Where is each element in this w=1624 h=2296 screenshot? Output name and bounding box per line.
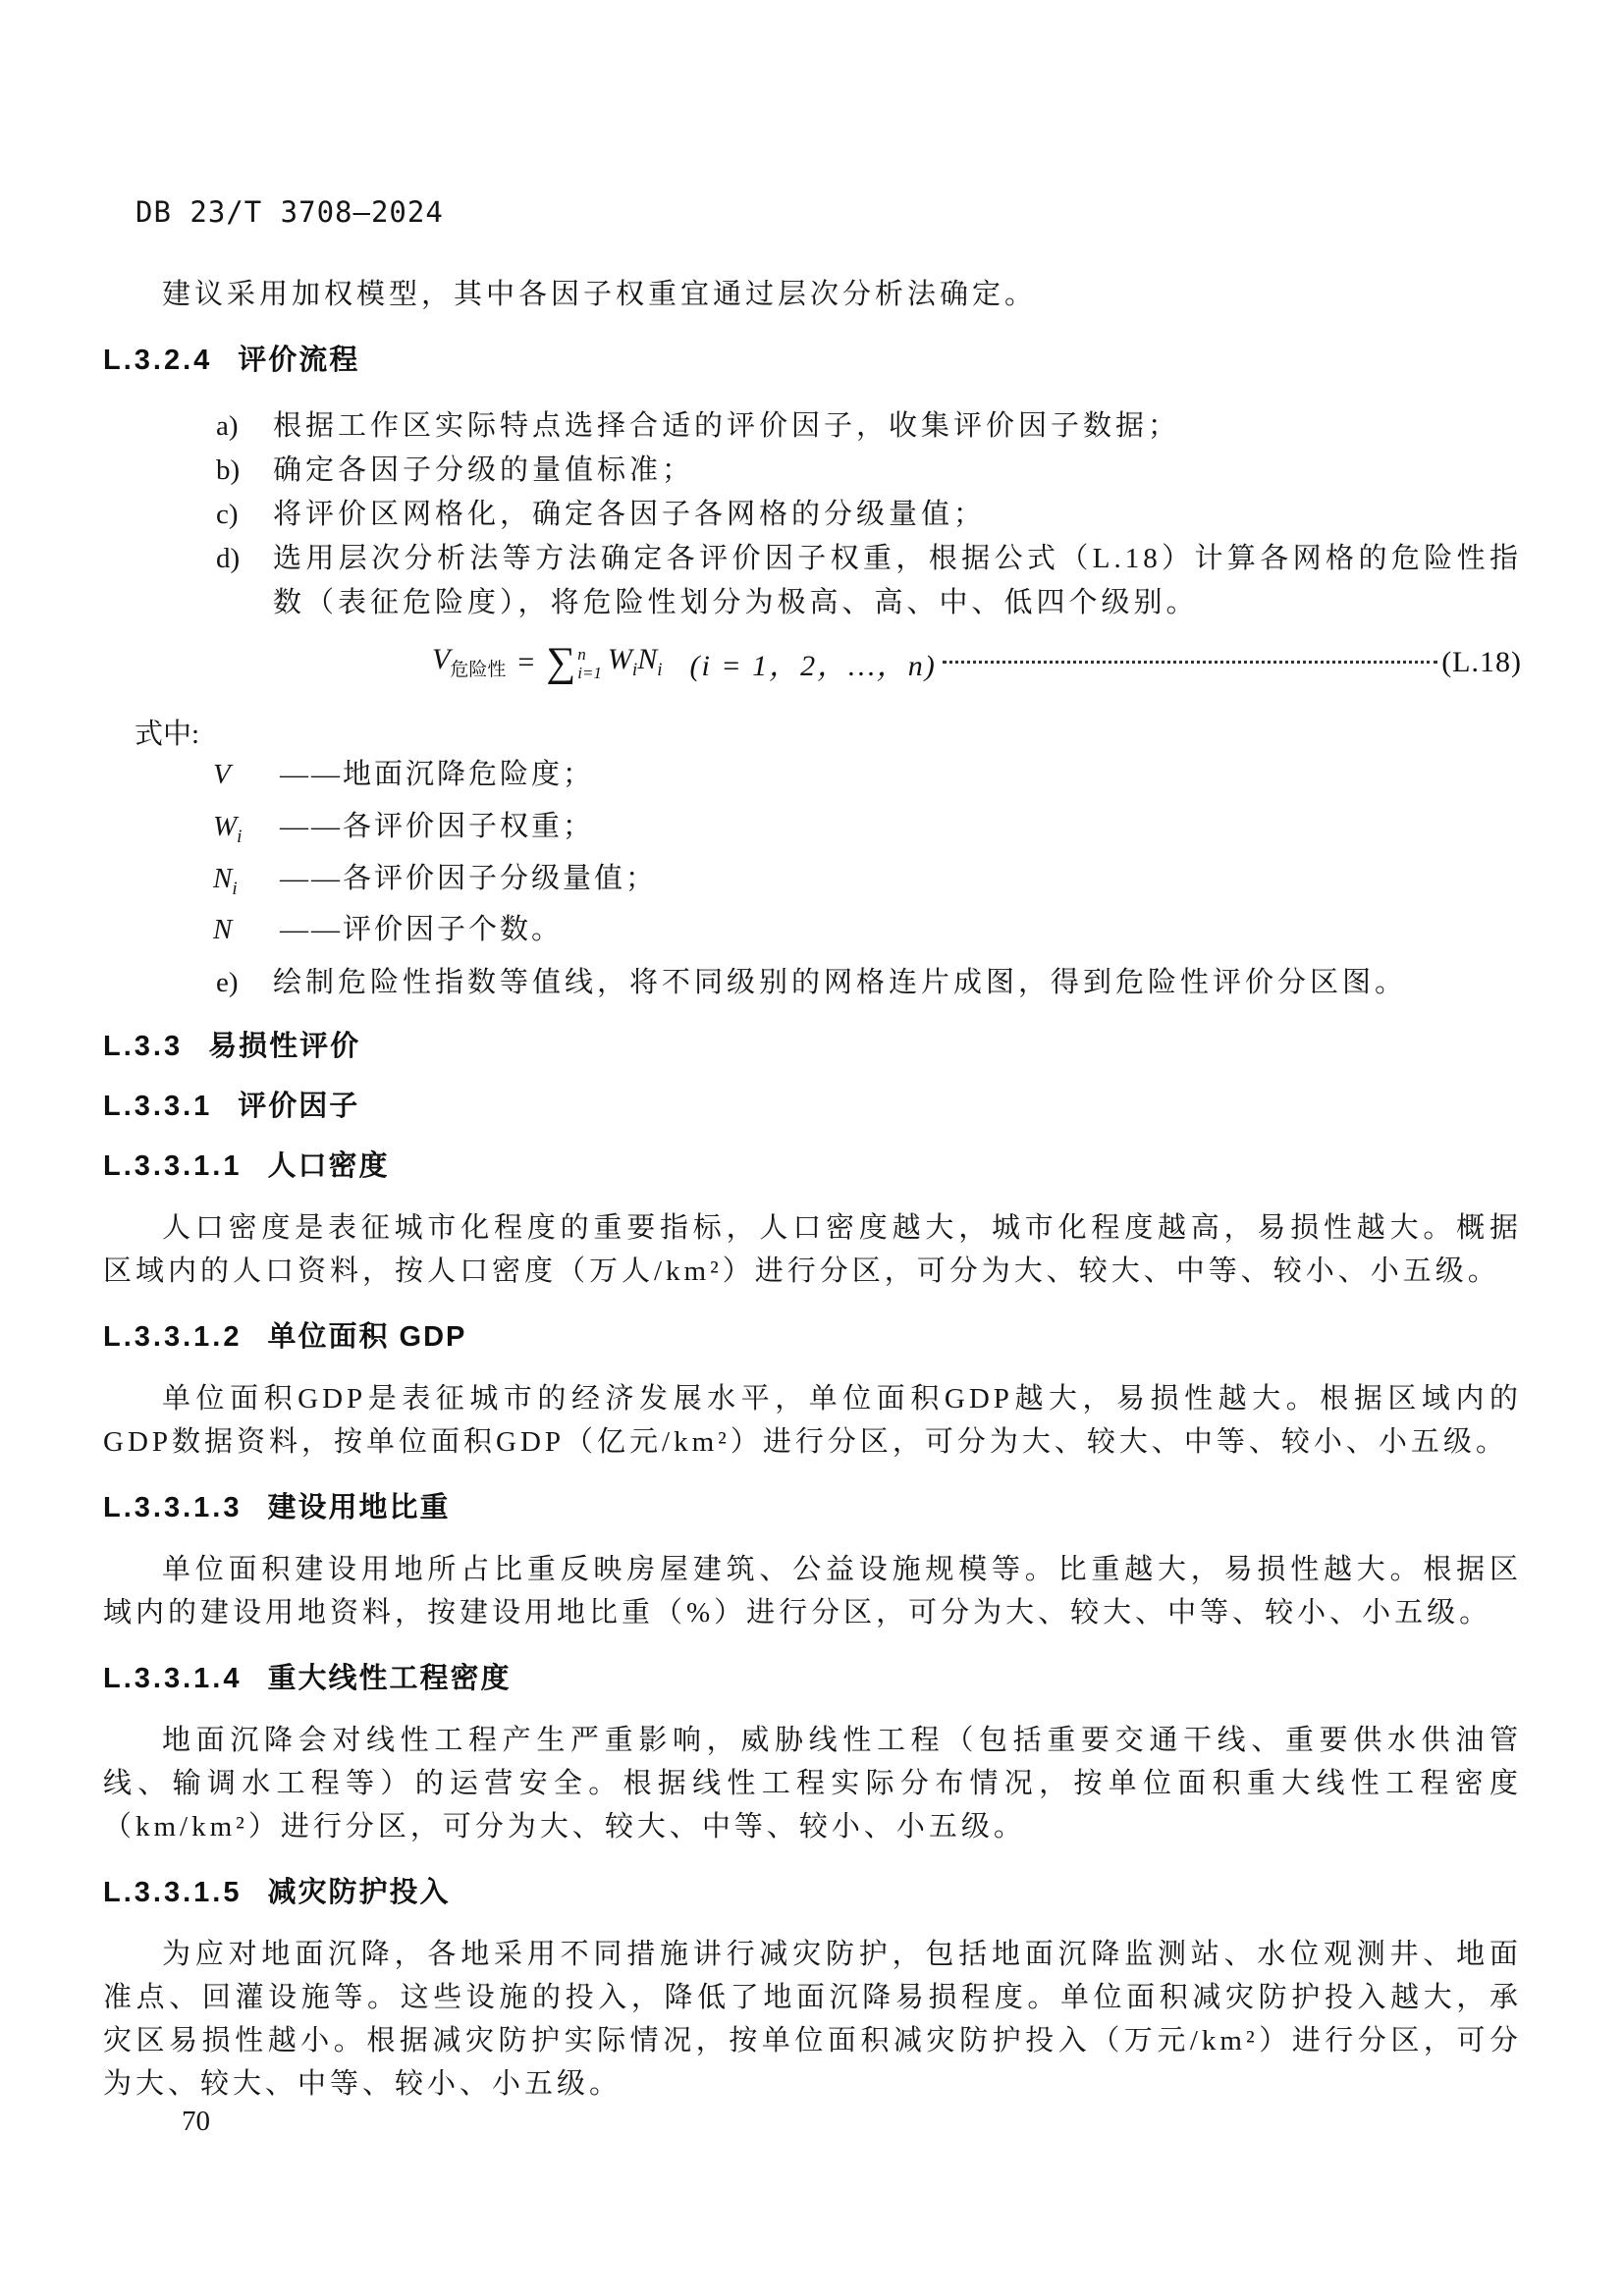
- list-item-text: 绘制危险性指数等值线，将不同级别的网格连片成图，得到危险性评价分区图。: [273, 967, 1408, 999]
- heading-l33112: [103, 1321, 1522, 1354]
- definition-desc: ——各评价因子分级量值；: [280, 862, 658, 894]
- section-paragraph: 单位面积GDP是表征城市的经济发展水平，单位面积GDP越大，易损性越大。根据区域内的GDP数据资料，按单位面积GDP（亿元/km²）进行分区，可分为大、较大、中等、较小、小五级。: [103, 1383, 1522, 1459]
- page-number: 70: [182, 2106, 210, 2137]
- term-n-subscript: i: [657, 660, 663, 680]
- heading-l33113: [103, 1492, 1522, 1524]
- list-item-text: 确定各因子分级的量值标准；: [273, 454, 695, 486]
- section-paragraph: 地面沉降会对线性工程产生严重影响，威胁线性工程（包括重要交通干线、重要供水供油管线、输调水工程等）的运营安全。根据线性工程实际分布情况，按单位面积重大线性工程密度（km/km²）进行分区，可分为大、较大、中等、较小、小五级。: [103, 1725, 1522, 1843]
- procedure-list: [103, 404, 1522, 625]
- definition-row: [103, 754, 1522, 806]
- definition-symbol: $W_i$: [213, 810, 243, 847]
- definition-symbol: N: [213, 914, 233, 946]
- heading-title: 易损性评价: [208, 1031, 361, 1063]
- list-item: [103, 449, 1522, 493]
- definition-desc: ——评价因子个数。: [280, 914, 564, 946]
- list-item-label: d): [216, 543, 241, 574]
- formula-term-n: $N_i$: [637, 643, 663, 680]
- list-item-text: 根据工作区实际特点选择合适的评价因子，收集评价因子数据；: [273, 410, 1181, 442]
- formula-lhs: $V_{危险性}$: [432, 643, 507, 680]
- definition-desc: ——地面沉降危险度；: [280, 759, 595, 790]
- heading-l33111: [103, 1150, 1522, 1183]
- term-w-subscript: i: [631, 660, 638, 680]
- heading-l33: [103, 1031, 1522, 1063]
- heading-number: L.3.3.1.2: [103, 1321, 243, 1354]
- dotted-leader: [943, 661, 1437, 664]
- definition-desc: ——各评价因子权重；: [280, 810, 595, 842]
- list-item-text: 将评价区网格化，确定各因子各网格的分级量值；: [273, 499, 987, 530]
- definition-row: [103, 909, 1522, 961]
- section-paragraph: 单位面积建设用地所占比重反映房屋建筑、公益设施规模等。比重越大，易损性越大。根据区域内的建设用地资料，按建设用地比重（%）进行分区，可分为大、较大、中等、较小、小五级。: [103, 1554, 1522, 1629]
- heading-l33115: [103, 1877, 1522, 1909]
- list-item-text: 选用层次分析法等方法确定各评价因子权重，根据公式（L.18）计算各网格的危险性指数（表征危险度），将危险性划分为极高、高、中、低四个级别。: [273, 543, 1522, 618]
- doc-code-header: DB 23/T 3708—2024: [135, 195, 444, 229]
- sigma-symbol: ∑: [546, 639, 576, 685]
- list-item: [103, 537, 1522, 625]
- definition-row: [103, 858, 1522, 910]
- formula-lhs-subscript: 危险性: [450, 660, 507, 680]
- heading-number: L.3.2.4: [103, 345, 213, 376]
- section-paragraph: 人口密度是表征城市化程度的重要指标，人口密度越大，城市化程度越高，易损性越大。概据区域内的人口资料，按人口密度（万人/km²）进行分区，可分为大、较大、中等、较小、小五级。: [103, 1212, 1522, 1288]
- heading-title: 人口密度: [267, 1150, 390, 1183]
- heading-number: L.3.3: [103, 1031, 184, 1063]
- sigma-upper: n: [577, 644, 586, 664]
- list-item-label: a): [216, 410, 239, 442]
- heading-l331: [103, 1091, 1522, 1123]
- equals-sign: =: [517, 645, 535, 678]
- list-item-label: c): [216, 499, 239, 530]
- intro-paragraph: 建议采用加权模型，其中各因子权重宜通过层次分析法确定。: [162, 279, 1038, 310]
- list-item-label: b): [216, 454, 241, 486]
- heading-l324: [103, 345, 1522, 377]
- formula-l18: [103, 635, 1522, 689]
- list-item: [103, 961, 1522, 1005]
- heading-title: 评价流程: [238, 345, 360, 376]
- where-label: 式中:: [135, 719, 200, 750]
- heading-number: L.3.3.1.3: [103, 1492, 243, 1524]
- list-item: [103, 493, 1522, 537]
- definition-symbol: $N_i$: [213, 862, 238, 899]
- list-item-label: e): [216, 967, 239, 999]
- formula-number: (L.18): [1441, 645, 1522, 678]
- formula-domain: (i = 1，2，…，n): [689, 649, 937, 682]
- heading-title: 评价因子: [238, 1091, 360, 1123]
- heading-number: L.3.3.1.4: [103, 1663, 243, 1695]
- list-item: [103, 404, 1522, 449]
- sigma-limits: [577, 646, 602, 682]
- heading-l33114: [103, 1663, 1522, 1695]
- heading-title: 建设用地比重: [267, 1492, 451, 1524]
- section-paragraph: 为应对地面沉降，各地采用不同措施讲行减灾防护，包括地面沉降监测站、水位观测井、地面准点、回灌设施等。这些设施的投入，降低了地面沉降易损程度。单位面积减灾防护投入越大，承灾区易损性越小。根据减灾防护实际情况，按单位面积减灾防护投入（万元/km²）进行分区，可分为大、较大、中等、较小、小五级。: [103, 1939, 1522, 2101]
- heading-title: 减灾防护投入: [267, 1877, 451, 1909]
- definition-symbol: V: [213, 759, 231, 790]
- heading-number: L.3.3.1.1: [103, 1150, 243, 1183]
- sigma-lower: i=1: [577, 663, 602, 682]
- heading-number: L.3.3.1: [103, 1091, 213, 1123]
- definition-row: [103, 806, 1522, 858]
- heading-title: 单位面积 GDP: [267, 1321, 467, 1354]
- formula-term-w: $W_i$: [607, 643, 638, 680]
- heading-title: 重大线性工程密度: [267, 1663, 512, 1695]
- heading-number: L.3.3.1.5: [103, 1877, 243, 1909]
